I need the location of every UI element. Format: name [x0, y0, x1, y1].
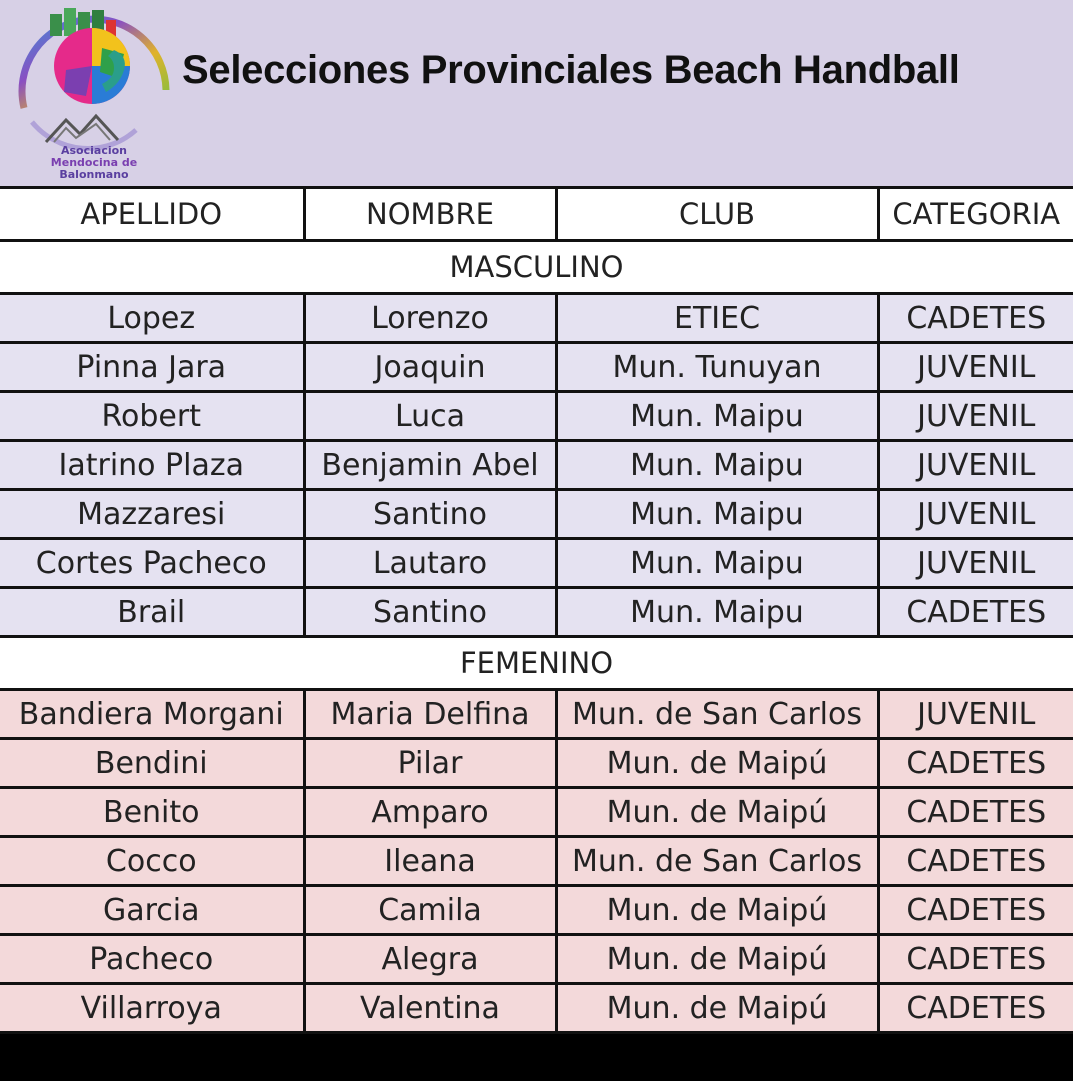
cell-categoria: CADETES [878, 588, 1073, 637]
cell-categoria: CADETES [878, 294, 1073, 343]
cell-categoria: CADETES [878, 886, 1073, 935]
cell-nombre: Benjamin Abel [304, 441, 556, 490]
table-row [0, 441, 1073, 490]
cell-club: Mun. de Maipú [556, 739, 878, 788]
table-row [0, 984, 1073, 1033]
cell-apellido: Villarroya [0, 984, 304, 1033]
roster-table [0, 186, 1073, 1034]
cell-nombre: Santino [304, 588, 556, 637]
cell-apellido: Cocco [0, 837, 304, 886]
section-row [0, 637, 1073, 690]
cell-nombre: Lautaro [304, 539, 556, 588]
cell-club: Mun. de San Carlos [556, 690, 878, 739]
cell-club: Mun. Maipu [556, 588, 878, 637]
logo-text-line-2: Mendocina de [50, 156, 138, 169]
cell-categoria: JUVENIL [878, 392, 1073, 441]
table-row [0, 690, 1073, 739]
logo-text-line-3: Balonmano [59, 168, 129, 181]
cell-apellido: Mazzaresi [0, 490, 304, 539]
column-header-apellido: APELLIDO [0, 188, 304, 241]
cell-categoria: CADETES [878, 788, 1073, 837]
cell-nombre: Amparo [304, 788, 556, 837]
cell-nombre: Valentina [304, 984, 556, 1033]
cell-apellido: Iatrino Plaza [0, 441, 304, 490]
column-header-club: CLUB [556, 188, 878, 241]
table-row [0, 886, 1073, 935]
cell-club: Mun. de Maipú [556, 788, 878, 837]
cell-club: Mun. de Maipú [556, 886, 878, 935]
cell-club: Mun. de Maipú [556, 935, 878, 984]
cell-apellido: Pinna Jara [0, 343, 304, 392]
cell-apellido: Bendini [0, 739, 304, 788]
column-header-nombre: NOMBRE [304, 188, 556, 241]
cell-club: ETIEC [556, 294, 878, 343]
cell-categoria: JUVENIL [878, 343, 1073, 392]
cell-club: Mun. de San Carlos [556, 837, 878, 886]
cell-nombre: Santino [304, 490, 556, 539]
table-row [0, 935, 1073, 984]
cell-categoria: JUVENIL [878, 539, 1073, 588]
cell-nombre: Ileana [304, 837, 556, 886]
cell-club: Mun. Maipu [556, 490, 878, 539]
table-row [0, 392, 1073, 441]
cell-nombre: Joaquin [304, 343, 556, 392]
association-logo [6, 0, 178, 186]
cell-nombre: Lorenzo [304, 294, 556, 343]
cell-categoria: JUVENIL [878, 490, 1073, 539]
page-title: Selecciones Provinciales Beach Handball [182, 48, 960, 92]
table-row [0, 294, 1073, 343]
cell-categoria: CADETES [878, 837, 1073, 886]
table-row [0, 588, 1073, 637]
cell-apellido: Cortes Pacheco [0, 539, 304, 588]
header-banner [0, 0, 1073, 186]
table-row [0, 788, 1073, 837]
cell-categoria: CADETES [878, 935, 1073, 984]
cell-club: Mun. Maipu [556, 539, 878, 588]
cell-club: Mun. Tunuyan [556, 343, 878, 392]
cell-apellido: Benito [0, 788, 304, 837]
cell-apellido: Garcia [0, 886, 304, 935]
cell-apellido: Pacheco [0, 935, 304, 984]
section-label: FEMENINO [0, 637, 1073, 690]
cell-categoria: CADETES [878, 984, 1073, 1033]
cell-nombre: Maria Delfina [304, 690, 556, 739]
cell-categoria: CADETES [878, 739, 1073, 788]
cell-categoria: JUVENIL [878, 690, 1073, 739]
cell-apellido: Lopez [0, 294, 304, 343]
cell-apellido: Robert [0, 392, 304, 441]
table-row [0, 343, 1073, 392]
table-header-row [0, 188, 1073, 241]
cell-apellido: Bandiera Morgani [0, 690, 304, 739]
table-row [0, 539, 1073, 588]
cell-nombre: Alegra [304, 935, 556, 984]
column-header-categoria: CATEGORIA [878, 188, 1073, 241]
table-row [0, 490, 1073, 539]
cell-nombre: Pilar [304, 739, 556, 788]
section-label: MASCULINO [0, 241, 1073, 294]
section-row [0, 241, 1073, 294]
cell-club: Mun. Maipu [556, 441, 878, 490]
cell-apellido: Brail [0, 588, 304, 637]
cell-nombre: Camila [304, 886, 556, 935]
table-row [0, 837, 1073, 886]
logo-text-line-1: Asociacion [60, 144, 128, 157]
cell-categoria: JUVENIL [878, 441, 1073, 490]
cell-nombre: Luca [304, 392, 556, 441]
cell-club: Mun. Maipu [556, 392, 878, 441]
cell-club: Mun. de Maipú [556, 984, 878, 1033]
table-row [0, 739, 1073, 788]
